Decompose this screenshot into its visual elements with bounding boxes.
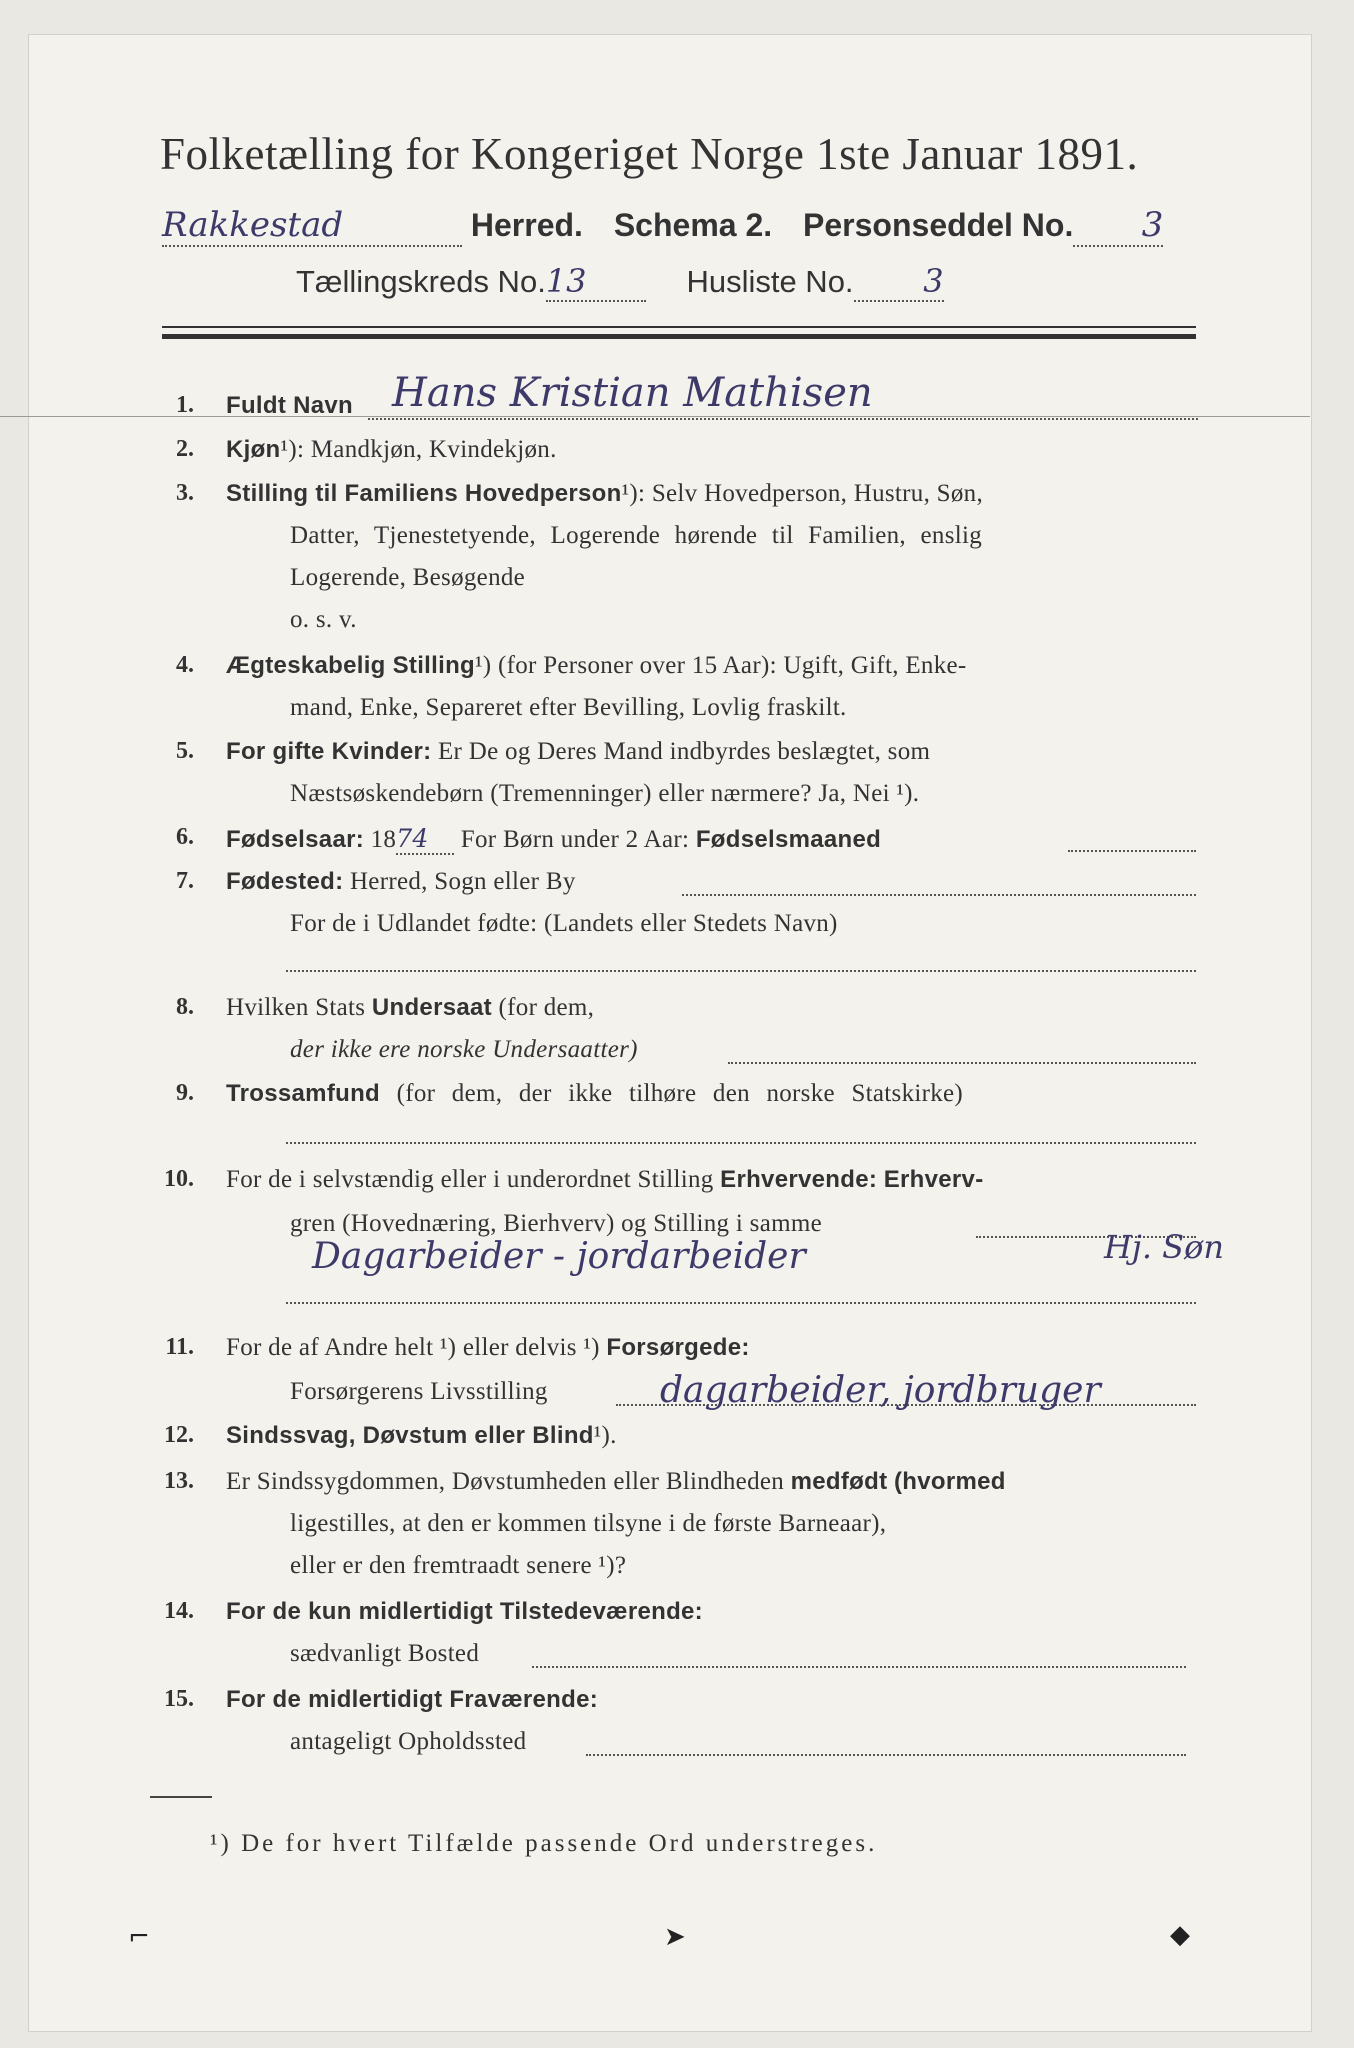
item-12-text: ¹). — [593, 1422, 617, 1449]
footnote-rule — [150, 1796, 212, 1798]
item-6-number: 6. — [176, 824, 194, 850]
item-5-number: 5. — [176, 738, 194, 764]
item-2-number: 2. — [176, 436, 194, 462]
herred-value: Rakkestad — [162, 205, 462, 247]
kreds-row — [296, 262, 944, 302]
item-2-sup: ¹): — [280, 436, 305, 463]
item-13-text-1: Er Sindssygdommen, Døvstumheden eller Blindheden — [226, 1468, 785, 1495]
herred-row — [162, 205, 1163, 247]
item-13-label: medfødt — [790, 1468, 888, 1495]
item-9-label: Trossamfund — [226, 1080, 380, 1107]
item-2-line — [226, 436, 557, 464]
item-7-text-1: Herred, Sogn eller By — [349, 868, 576, 895]
item-13-line-3: eller er den fremtraadt senere ¹)? — [290, 1552, 627, 1579]
header-rule-thick — [162, 334, 1196, 339]
item-8-number: 8. — [176, 994, 194, 1020]
item-3-number: 3. — [176, 480, 194, 506]
personseddel-value: 3 — [1073, 205, 1163, 247]
item-7-line-1 — [226, 868, 576, 896]
item-4-line-1 — [226, 652, 967, 680]
item-15-dotline — [586, 1754, 1186, 1756]
item-5-label: For gifte Kvinder: — [226, 738, 432, 765]
husliste-value: 3 — [854, 262, 944, 302]
corner-mark-center: ➤ — [664, 1922, 686, 1952]
item-3-label: Stilling til Familiens Hovedperson — [226, 480, 622, 507]
schema-label: Schema 2. — [613, 207, 773, 243]
item-13-text-1b: (hvormed — [893, 1468, 1006, 1495]
item-15-label: For de midlertidigt Fraværende: — [226, 1686, 599, 1713]
item-9-line — [226, 1080, 963, 1108]
item-7-label: Fødested: — [226, 868, 344, 895]
item-7-dotline-1 — [682, 894, 1196, 896]
item-5-line-1 — [226, 738, 930, 766]
item-7-dotline-2 — [286, 970, 1196, 972]
header-rule-thin — [162, 326, 1196, 328]
item-13-line-2: ligestilles, at den er kommen tilsyne i de første Barneaar), — [290, 1510, 887, 1537]
item-11-label: Forsørgede: — [606, 1334, 750, 1361]
item-10-occupation-value: Dagarbeider - jordarbeider — [312, 1236, 806, 1277]
taellingskreds-value: 13 — [546, 262, 646, 302]
item-8-text-1: (for dem, — [498, 994, 595, 1021]
item-8-line-1 — [226, 994, 594, 1022]
item-8-label-pre: Hvilken Stats — [226, 994, 366, 1021]
item-6-year-value: 74 — [396, 824, 454, 855]
item-10-line-1 — [226, 1166, 984, 1194]
item-13-line-1 — [226, 1468, 1006, 1496]
item-6-label: Fødselsaar: — [226, 826, 365, 853]
form-title: Folketælling for Kongeriget Norge 1ste Januar 1891. — [160, 129, 1139, 179]
item-10-line-2: gren (Hovednæring, Bierhverv) og Stilling i samme — [290, 1210, 822, 1237]
item-5-line-2: Næstsøskendebørn (Tremenninger) eller nærmere? Ja, Nei ¹). — [290, 780, 920, 807]
item-3-line-1 — [226, 480, 983, 508]
footnote: ¹) De for hvert Tilfælde passende Ord understreges. — [210, 1830, 878, 1857]
item-4-number: 4. — [176, 652, 194, 678]
taellingskreds-label: Tællingskreds No. — [296, 264, 546, 299]
item-10-label: Erhvervende: — [720, 1166, 878, 1193]
corner-mark-left: ⌐ — [128, 1922, 150, 1952]
corner-mark-right: ◆ — [1170, 1920, 1190, 1950]
item-2-text: Mandkjøn, Kvindekjøn. — [310, 436, 557, 463]
item-11-line-2: Forsørgerens Livsstilling — [290, 1378, 548, 1405]
item-6-prefix: 18 — [370, 826, 397, 853]
item-14-label: For de kun midlertidigt Tilstedeværende: — [226, 1598, 703, 1625]
item-13-number: 13. — [164, 1468, 194, 1494]
item-9-text: (for dem, der ikke tilhøre den norske Statskirke) — [396, 1080, 964, 1107]
item-14-number: 14. — [164, 1598, 194, 1624]
item-4-label: Ægteskabelig Stilling — [226, 652, 476, 679]
item-8-label: Undersaat — [371, 994, 492, 1021]
item-10-number: 10. — [164, 1166, 194, 1192]
item-8-line-2: der ikke ere norske Undersaatter) — [290, 1036, 638, 1063]
husliste-label: Husliste No. — [686, 264, 854, 299]
item-15-number: 15. — [164, 1686, 194, 1712]
item-6-text: For Børn under 2 Aar: — [460, 826, 690, 853]
herred-label: Herred. — [470, 207, 583, 243]
item-11-text-1: For de af Andre helt ¹) eller delvis ¹) — [226, 1334, 600, 1361]
item-11-number: 11. — [165, 1334, 194, 1360]
item-2-label: Kjøn — [226, 436, 281, 463]
item-9-dotline — [286, 1142, 1196, 1144]
item-1-number: 1. — [176, 392, 194, 418]
item-10-text-1: For de i selvstændig eller i underordnet Stilling — [226, 1166, 714, 1193]
item-1-name-value: Hans Kristian Mathisen — [392, 370, 873, 416]
item-10-position-value: Hj. Søn — [1104, 1228, 1224, 1266]
item-9-number: 9. — [176, 1080, 194, 1106]
item-3-line-3: Logerende, Besøgende — [290, 564, 526, 591]
item-10-label-2: Erhverv- — [883, 1166, 984, 1193]
item-15-text: antageligt Opholdssted — [290, 1728, 527, 1755]
item-11-provider-value: dagarbeider, jordbruger — [660, 1370, 1101, 1411]
item-7-number: 7. — [176, 868, 194, 894]
item-3-line-4: o. s. v. — [290, 606, 357, 633]
item-11-line-1 — [226, 1334, 750, 1362]
item-6-line — [226, 824, 881, 855]
fold-line — [0, 416, 1310, 417]
item-12-number: 12. — [164, 1422, 194, 1448]
item-1-label: Fuldt Navn — [226, 392, 353, 419]
item-6-dotline — [1068, 850, 1196, 852]
item-5-text-1: Er De og Deres Mand indbyrdes beslægtet, som — [437, 738, 931, 765]
item-3-line-2: Datter, Tjenestetyende, Logerende hørende til Familien, enslig — [290, 522, 983, 549]
item-12-line — [226, 1422, 617, 1450]
item-10-dotline-2 — [286, 1302, 1196, 1304]
item-4-text-1: ¹) (for Personer over 15 Aar): Ugift, Gift, Enke- — [475, 652, 967, 679]
item-6-label-2: Fødselsmaaned — [695, 826, 882, 853]
item-14-dotline — [532, 1666, 1186, 1668]
item-1-dotline — [368, 418, 1198, 420]
item-4-line-2: mand, Enke, Separeret efter Bevilling, Lovlig fraskilt. — [290, 694, 847, 721]
item-7-line-2: For de i Udlandet fødte: (Landets eller Stedets Navn) — [290, 910, 838, 937]
item-8-dotline — [728, 1062, 1196, 1064]
item-12-label: Sindssvag, Døvstum eller Blind — [226, 1422, 594, 1449]
item-14-text: sædvanligt Bosted — [290, 1640, 480, 1667]
personseddel-label: Personseddel No. — [803, 207, 1074, 243]
item-3-text-1: ¹): Selv Hovedperson, Hustru, Søn, — [621, 480, 984, 507]
